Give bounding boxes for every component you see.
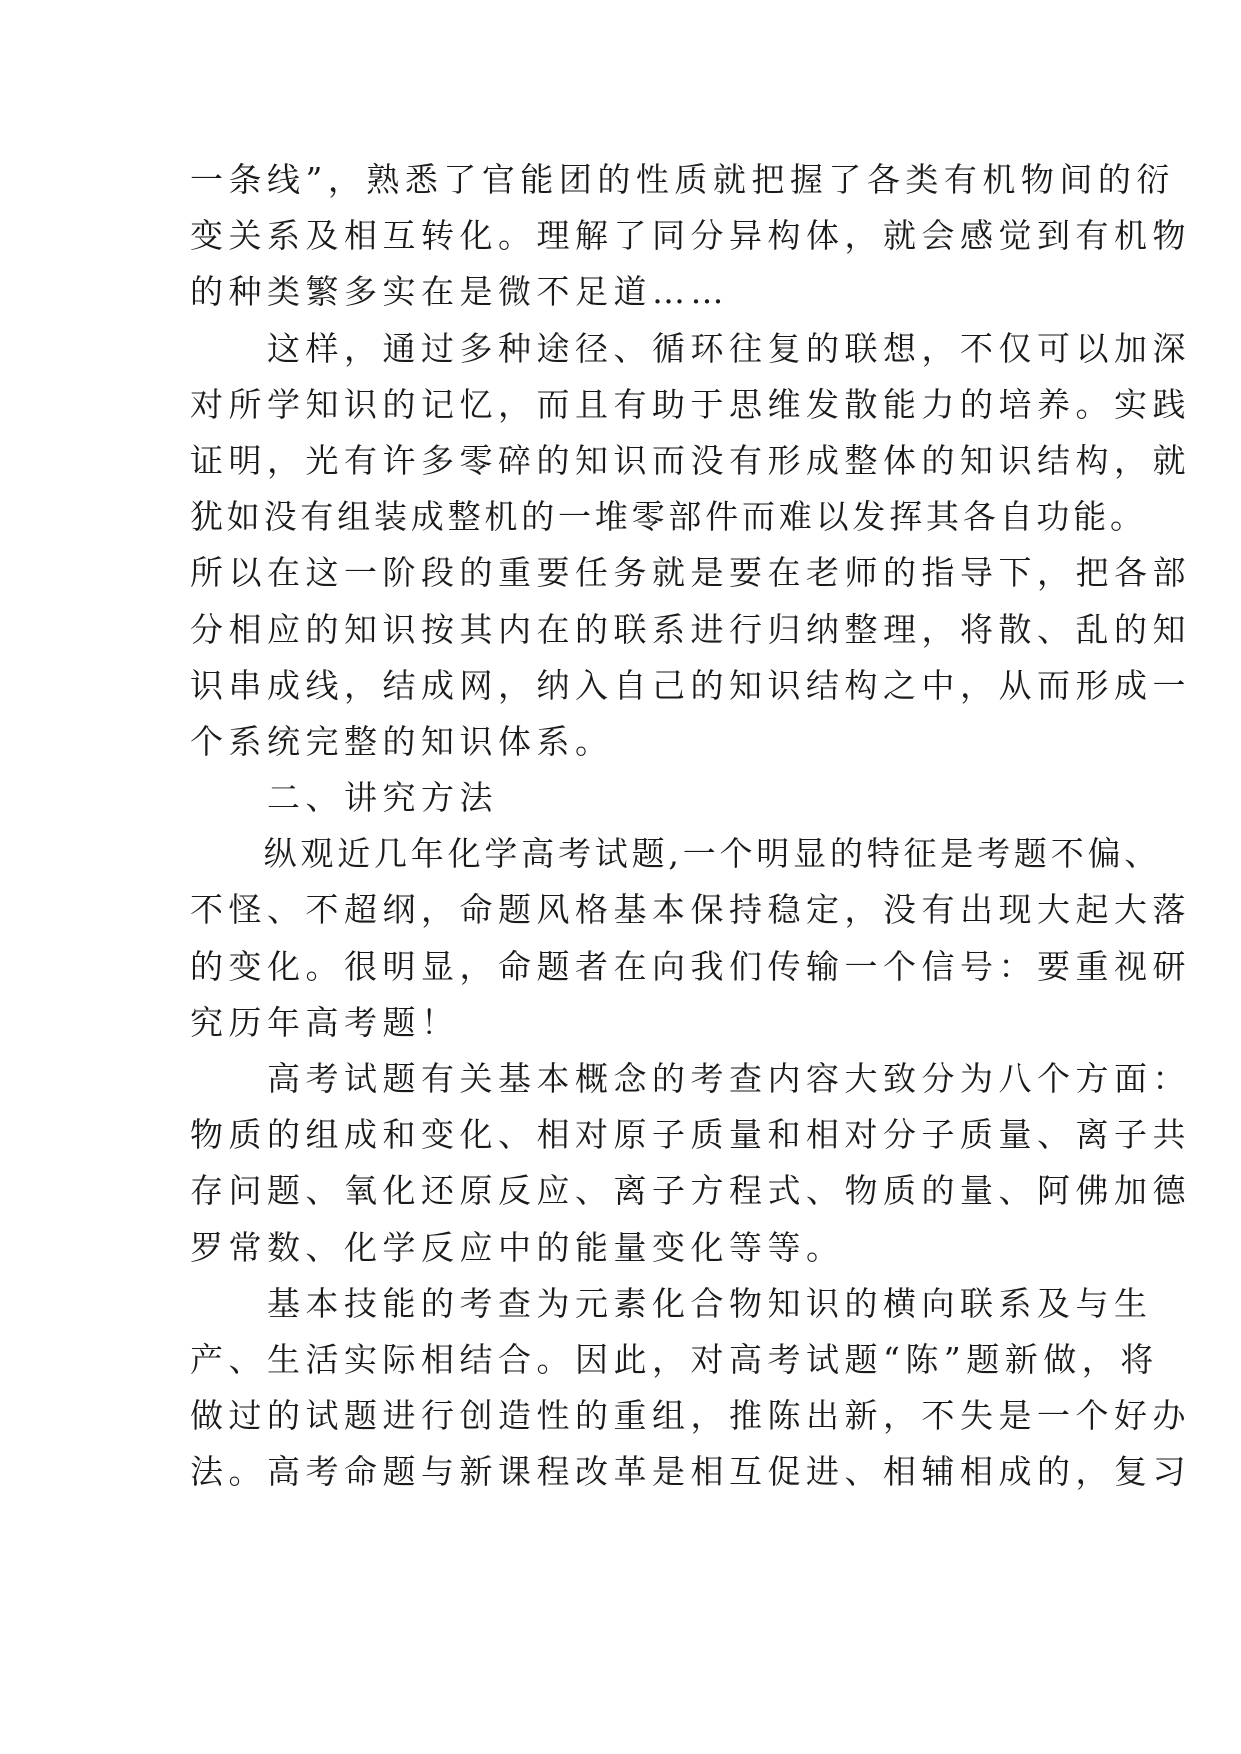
text-line: 一条线”，熟悉了官能团的性质就把握了各类有机物间的衍 xyxy=(190,160,1175,199)
paragraph-first-line: 这样，通过多种途径、循环往复的联想，不仅可以加深 xyxy=(190,328,1191,368)
text-line: 的种类繁多实在是微不足道…… xyxy=(190,272,729,312)
text-line: 的变化。很明显，命题者在向我们传输一个信号：要重视研 xyxy=(190,946,1191,986)
text-line: 物质的组成和变化、相对原子质量和相对分子质量、离子共 xyxy=(190,1115,1191,1155)
paragraph-first-line: 纵观近几年化学高考试题,一个明显的特征是考题不偏、 xyxy=(190,834,1162,874)
text-line: 个系统完整的知识体系。 xyxy=(190,721,614,761)
text-line: 存问题、氧化还原反应、离子方程式、物质的量、阿佛加德 xyxy=(190,1171,1191,1211)
text-line: 证明，光有许多零碎的知识而没有形成整体的知识结构，就 xyxy=(190,440,1191,480)
paragraph-first-line: 基本技能的考查为元素化合物知识的横向联系及与生 xyxy=(190,1283,1153,1323)
text-line: 法。高考命题与新课程改革是相互促进、相辅相成的，复习 xyxy=(190,1452,1191,1492)
text-line: 分相应的知识按其内在的联系进行归纳整理，将散、乱的知 xyxy=(190,609,1191,649)
text-line: 所以在这一阶段的重要任务就是要在老师的指导下，把各部 xyxy=(190,553,1191,593)
text-line: 产、生活实际相结合。因此，对高考试题“陈”题新做，将 xyxy=(190,1339,1159,1379)
section-heading: 二、讲究方法 xyxy=(190,778,498,818)
text-line: 做过的试题进行创造性的重组，推陈出新，不失是一个好办 xyxy=(190,1396,1191,1436)
text-line: 究历年高考题！ xyxy=(190,1002,460,1042)
text-line: 犹如没有组装成整机的一堆零部件而难以发挥其各自功能。 xyxy=(190,497,1147,537)
text-line: 变关系及相互转化。理解了同分异构体，就会感觉到有机物 xyxy=(190,216,1191,256)
text-line: 罗常数、化学反应中的能量变化等等。 xyxy=(190,1227,845,1267)
text-line: 识串成线，结成网，纳入自己的知识结构之中，从而形成一 xyxy=(190,665,1191,705)
paragraph-first-line: 高考试题有关基本概念的考查内容大致分为八个方面： xyxy=(190,1059,1191,1098)
body-text xyxy=(190,152,1191,1501)
text-line: 对所学知识的记忆，而且有助于思维发散能力的培养。实践 xyxy=(190,384,1191,424)
text-line: 不怪、不超纲，命题风格基本保持稳定，没有出现大起大落 xyxy=(190,890,1191,930)
